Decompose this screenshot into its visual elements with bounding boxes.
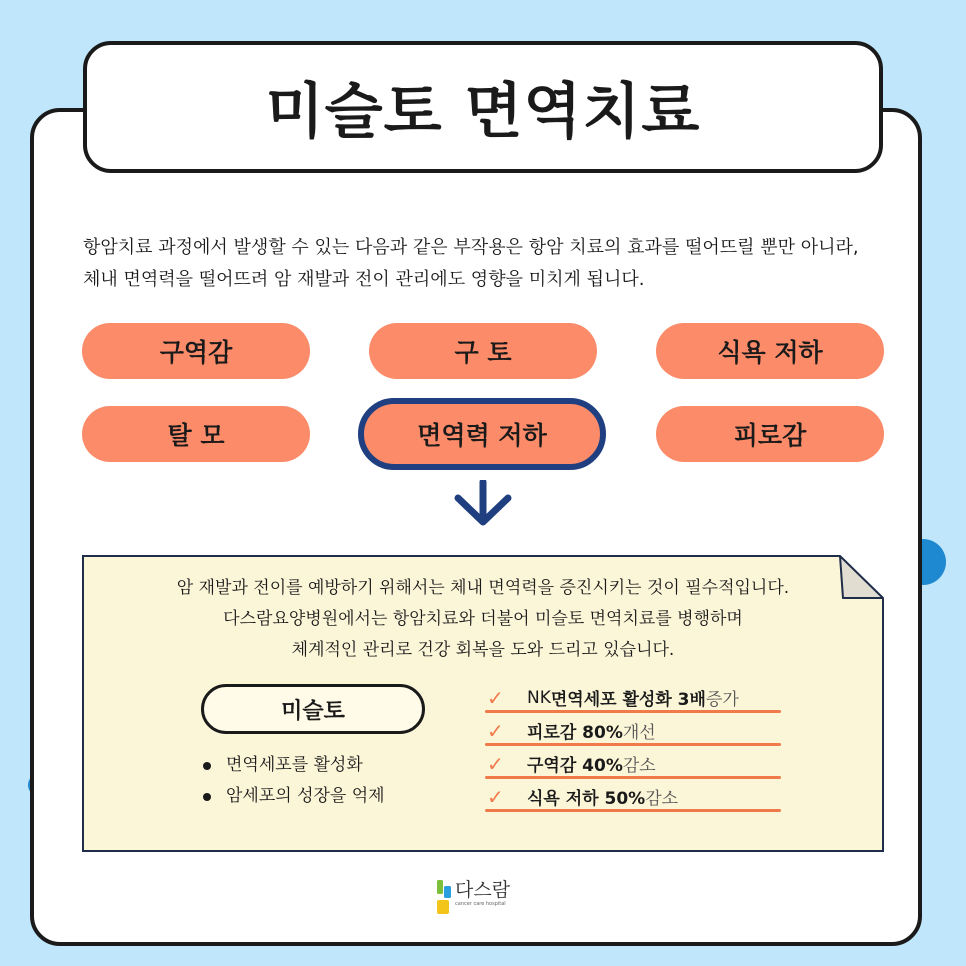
check-icon: ✓ (487, 751, 504, 776)
hospital-logo (437, 880, 510, 918)
logo-name: 다스람 (455, 879, 511, 901)
check-icon: ✓ (487, 685, 504, 710)
side-effect-fatigue: 피로감 (656, 406, 884, 462)
side-effect-appetite-loss: 식욕 저하 (656, 323, 884, 379)
check-icon: ✓ (487, 718, 504, 743)
intro-line-1: 항암치료 과정에서 발생할 수 있는 다음과 같은 부작용은 항암 치료의 효과를 떨어뜨릴 뿐만 아니라, (83, 237, 859, 258)
list-item: 면역세포를 활성화 (203, 750, 385, 781)
logo-subtitle: cancer care hospital (455, 901, 506, 907)
underline (485, 809, 781, 812)
intro-text (83, 232, 903, 296)
note-text (82, 573, 884, 666)
bullet-icon (203, 762, 211, 770)
effect-item: ✓ 피로감 80% 개선 (485, 714, 739, 747)
list-item: 암세포의 성장을 억제 (203, 781, 385, 812)
effect-item: ✓ 식욕 저하 50% 감소 (485, 780, 739, 813)
note-line-1: 암 재발과 전이를 예방하기 위해서는 체내 면역력을 증진시키는 것이 필수적입니다. (176, 578, 790, 598)
underline (485, 710, 781, 713)
underline (485, 743, 781, 746)
intro-line-2: 체내 면역력을 떨어뜨려 암 재발과 전이 관리에도 영향을 미치게 됩니다. (83, 269, 645, 290)
logo-mark-icon (437, 880, 451, 918)
side-effect-hair-loss: 탈 모 (82, 406, 310, 462)
arrow-down-icon (452, 480, 514, 526)
mistletoe-label: 미슬토 (201, 684, 425, 734)
mistletoe-benefits (203, 750, 385, 812)
effect-item: ✓ NK 면역세포 활성화 3배 증가 (485, 681, 739, 714)
effect-item: ✓ 구역감 40% 감소 (485, 747, 739, 780)
underline (485, 776, 781, 779)
title-box (83, 41, 883, 173)
note-line-2: 다스람요양병원에서는 항암치료와 더불어 미슬토 면역치료를 병행하며 (223, 609, 743, 629)
side-effect-vomiting: 구 토 (369, 323, 597, 379)
side-effect-nausea: 구역감 (82, 323, 310, 379)
effects-list (485, 681, 739, 813)
check-icon: ✓ (487, 784, 504, 809)
side-effect-immunity-drop: 면역력 저하 (358, 398, 606, 470)
bullet-icon (203, 793, 211, 801)
note-line-3: 체계적인 관리로 건강 회복을 도와 드리고 있습니다. (291, 640, 675, 660)
page-title: 미슬토 면역치료 (265, 77, 701, 147)
